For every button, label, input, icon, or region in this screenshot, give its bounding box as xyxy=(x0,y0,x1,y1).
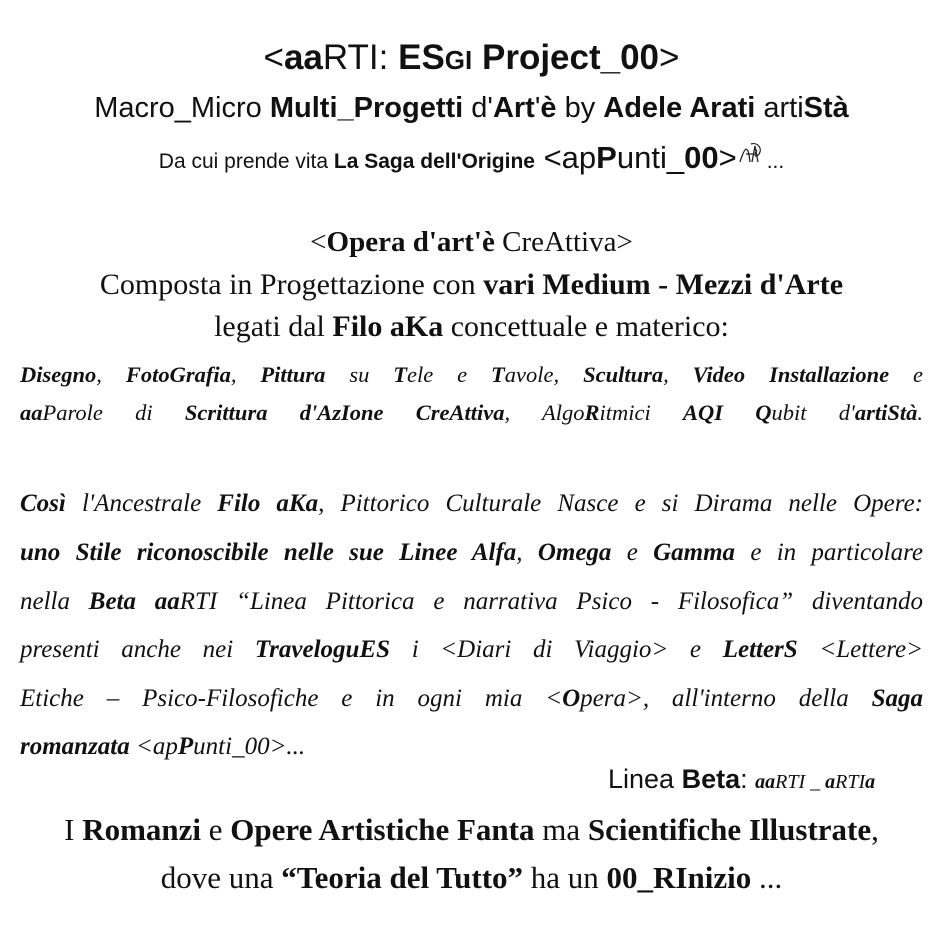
media-list-line-1: Disegno, FotoGrafia, Pittura su Tele e Tavole, Scultura, Video Installazione e xyxy=(20,362,924,387)
tagline: Da cui prende vita La Saga dell'Origine <apPunti_00> ... xyxy=(158,140,785,175)
signature-mark-icon xyxy=(737,140,767,170)
paragraph-line-6: romanzata <apPunti_00>... xyxy=(20,733,306,760)
paragraph-line-3: nella Beta aaRTI “Linea Pittorica e narrativa Psico - Filosofica” diventando xyxy=(20,588,923,615)
footer-line-1: I Romanzi e Opere Artistiche Fanta ma Scientifiche Illustrate, xyxy=(64,812,879,847)
opera-line-2: legati dal Filo aKa concettuale e materico: xyxy=(214,310,729,343)
linea-label: Linea Beta: aaRTI _ aRTIa xyxy=(608,764,876,794)
footer-line-2: dove una “Teoria del Tutto” ha un 00_RInizio ... xyxy=(160,860,783,895)
paragraph-line-5: Etiche – Psico-Filosofiche e in ogni mia <Opera>, all'interno della Saga xyxy=(20,685,923,712)
media-list-line-2: aaParole di Scrittura d'AzIone CreAttiva, AlgoRitmici AQI Qubit d'artiStà. xyxy=(20,400,923,425)
title: <aaRTI: ESGI Project_00> xyxy=(263,38,680,77)
subtitle: Macro_Micro Multi_Progetti d'Art'è by Adele Arati artiStà xyxy=(94,92,849,124)
paragraph-line-4: presenti anche nei TraveloguES i <Diari di Viaggio> e LetterS <Lettere> xyxy=(20,636,923,663)
paragraph-line-1: Così l'Ancestrale Filo aKa, Pittorico Culturale Nasce e si Dirama nelle Opere: xyxy=(20,490,923,517)
opera-heading: <Opera d'art'è CreAttiva> xyxy=(310,226,633,258)
opera-line-1: Composta in Progettazione con vari Medium - Mezzi d'Arte xyxy=(99,268,844,301)
paragraph-line-2: uno Stile riconoscibile nelle sue Linee Alfa, Omega e Gamma e in particolare xyxy=(20,539,923,566)
